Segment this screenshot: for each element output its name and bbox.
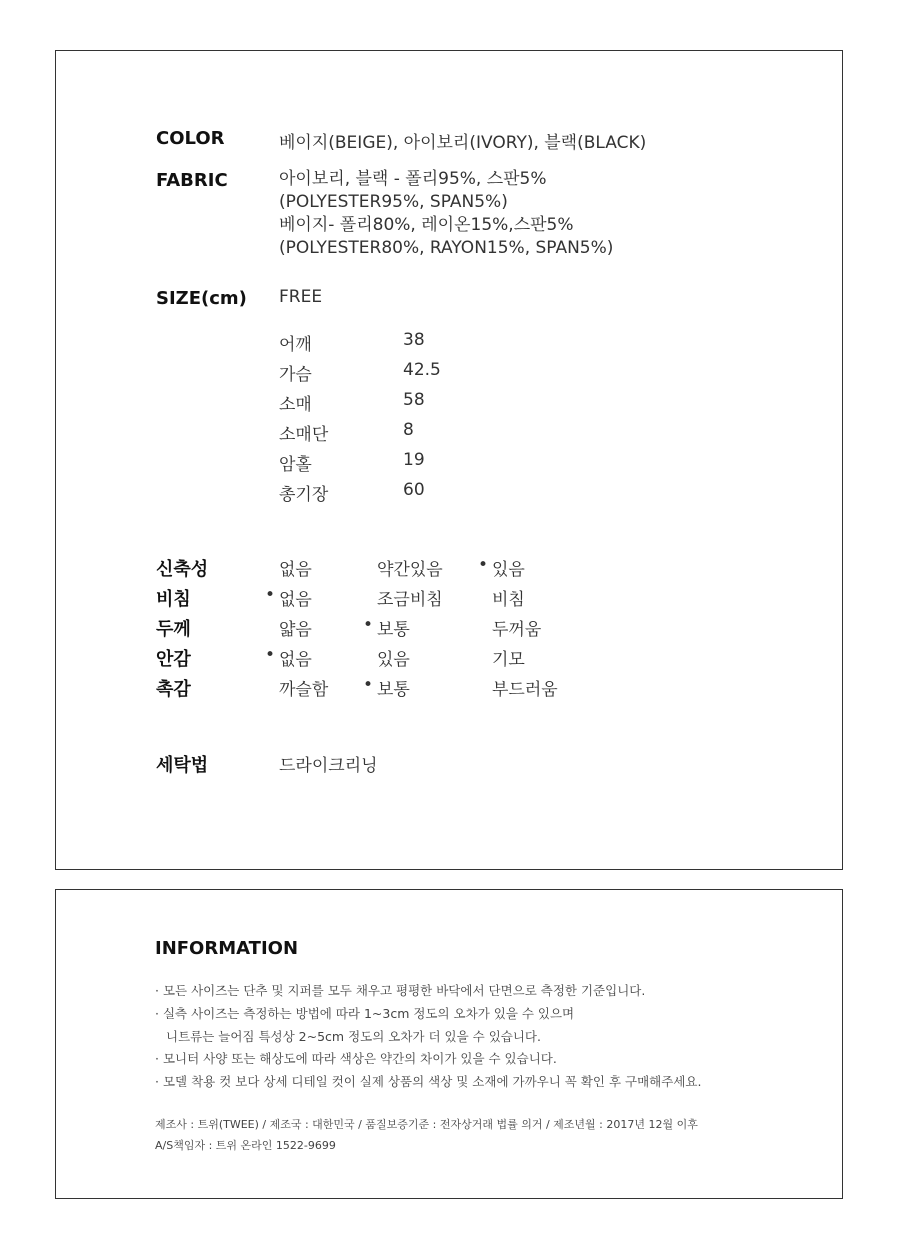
property-label-sheerness: 비침 [156, 589, 191, 610]
measure-name-chest: 가슴 [279, 365, 312, 385]
wash-value: 드라이크리닝 [279, 756, 378, 776]
fabric-value [279, 168, 613, 260]
color-value: 베이지(BEIGE), 아이보리(IVORY), 블랙(BLACK) [279, 133, 647, 153]
property-label-lining: 안감 [156, 649, 191, 670]
measure-value-chest: 42.5 [403, 360, 441, 380]
info-footer-line: 제조사 : 트위(TWEE) / 제조국 : 대한민국 / 품질보증기준 : 전자상거래 법률 의거 / 제조년월 : 2017년 12월 이후 [155, 1118, 698, 1131]
info-note: · 모니터 사양 또는 해상도에 따라 색상은 약간의 차이가 있을 수 있습니다. [155, 1051, 557, 1066]
fabric-line: 베이지- 폴리80%, 레이온15%,스판5% [279, 215, 574, 235]
fabric-label: FABRIC [156, 170, 228, 191]
property-option-selected: • 없음 [279, 645, 312, 670]
measure-value-sleeve: 58 [403, 390, 425, 410]
measure-value-length: 60 [403, 480, 425, 500]
info-title: INFORMATION [155, 938, 299, 959]
measure-name-shoulder: 어깨 [279, 335, 312, 355]
measure-name-cuff: 소매단 [279, 425, 329, 445]
property-option-selected: • 있음 [492, 555, 525, 580]
size-value: FREE [279, 287, 323, 307]
property-option: 약간있음 [377, 560, 443, 580]
property-option: 두꺼움 [492, 620, 542, 640]
property-option-selected: • 없음 [279, 585, 312, 610]
product-spec-panel [55, 50, 843, 870]
info-note: 니트류는 늘어짐 특성상 2~5cm 정도의 오차가 더 있을 수 있습니다. [166, 1029, 541, 1044]
size-label: SIZE(cm) [156, 288, 247, 309]
property-option: 얇음 [279, 620, 312, 640]
fabric-line: (POLYESTER95%, SPAN5%) [279, 192, 508, 212]
information-panel [55, 889, 843, 1199]
measure-name-length: 총기장 [279, 485, 329, 505]
property-option-selected: • 보통 [377, 615, 410, 640]
property-option: 비침 [492, 590, 525, 610]
property-option: 있음 [377, 650, 410, 670]
measure-value-cuff: 8 [403, 420, 414, 440]
measure-value-shoulder: 38 [403, 330, 425, 350]
property-option: 없음 [279, 560, 312, 580]
property-option: 부드러움 [492, 680, 558, 700]
info-note: · 모델 착용 컷 보다 상세 디테일 컷이 실제 상품의 색상 및 소재에 가까우니 꼭 확인 후 구매해주세요. [155, 1074, 702, 1089]
info-note: · 실측 사이즈는 측정하는 방법에 따라 1~3cm 정도의 오차가 있을 수 있으며 [155, 1006, 575, 1021]
property-option-selected: • 보통 [377, 675, 410, 700]
property-option: 기모 [492, 650, 525, 670]
fabric-line: (POLYESTER80%, RAYON15%, SPAN5%) [279, 238, 614, 258]
fabric-line: 아이보리, 블랙 - 폴리95%, 스판5% [279, 169, 547, 189]
info-footer-line: A/S책임자 : 트위 온라인 1522-9699 [155, 1139, 336, 1152]
property-label-thickness: 두께 [156, 619, 191, 640]
info-note: · 모든 사이즈는 단추 및 지퍼를 모두 채우고 평평한 바닥에서 단면으로 측정한 기준입니다. [155, 983, 646, 998]
property-label-texture: 촉감 [156, 679, 191, 700]
measure-name-armhole: 암홀 [279, 455, 312, 475]
property-option: 까슬함 [279, 680, 329, 700]
measure-value-armhole: 19 [403, 450, 425, 470]
wash-label: 세탁법 [156, 755, 209, 776]
color-label: COLOR [156, 128, 225, 149]
measure-name-sleeve: 소매 [279, 395, 312, 415]
property-label-elasticity: 신축성 [156, 559, 209, 580]
property-option: 조금비침 [377, 590, 443, 610]
